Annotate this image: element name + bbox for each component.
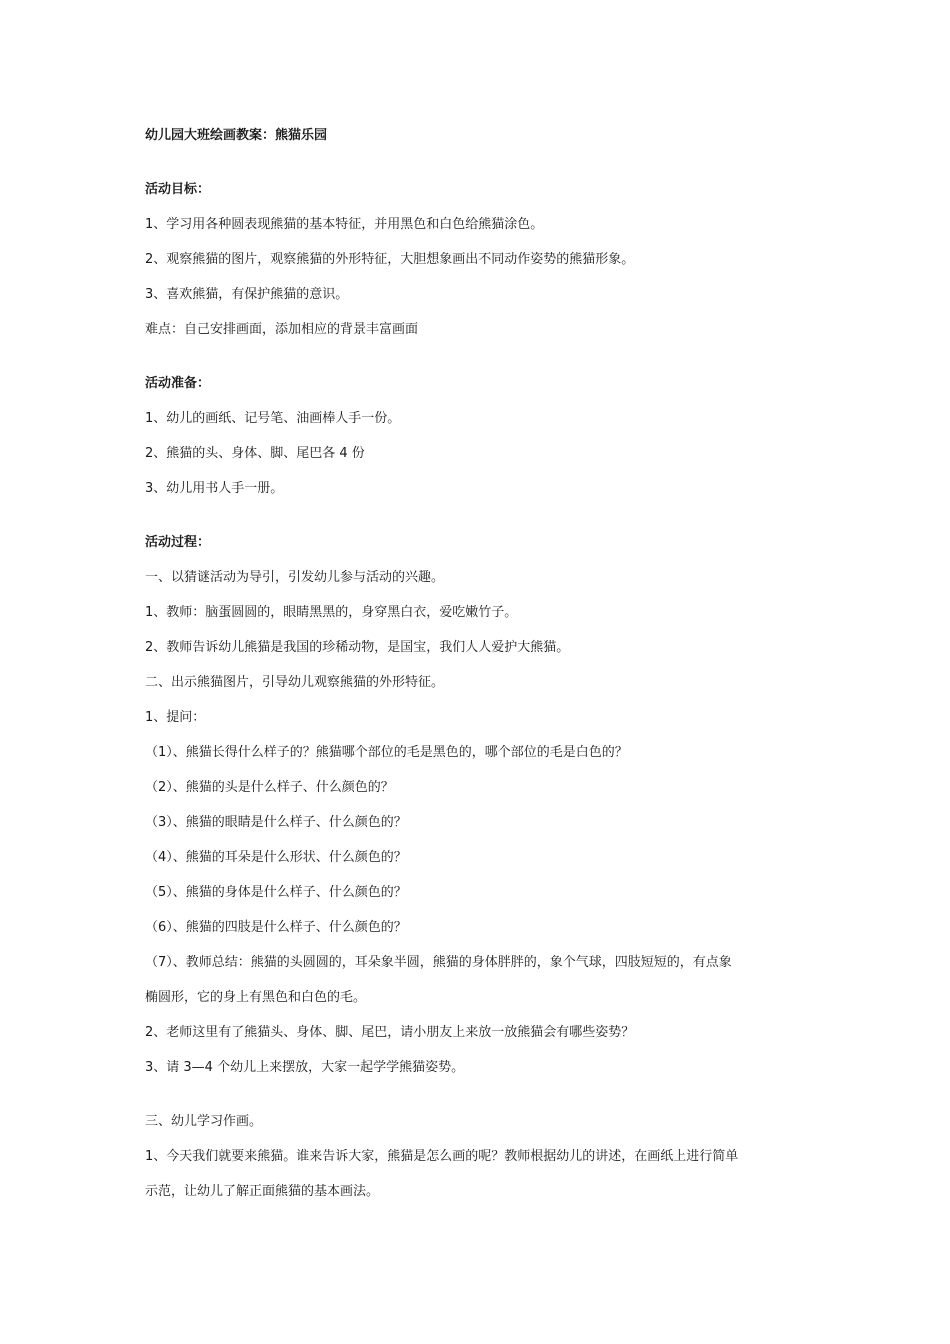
- question-5: （5）、熊猫的身体是什么样子、什么颜色的？: [145, 885, 407, 900]
- process-part2-question-label: 1、提问：: [145, 710, 206, 725]
- goal-item-1: 1、学习用各种圆表现熊猫的基本特征，并用黑色和白色给熊猫涂色。: [145, 217, 544, 232]
- process-part3-item-1-line-1: 1、今天我们就要来熊猫。谁来告诉大家，熊猫是怎么画的呢？教师根据幼儿的讲述，在画纸上进行简单: [145, 1149, 739, 1164]
- process-part1-item-2: 2、教师告诉幼儿熊猫是我国的珍稀动物，是国宝，我们人人爱护大熊猫。: [145, 640, 570, 655]
- process-part2-heading: 二、出示熊猫图片，引导幼儿观察熊猫的外形特征。: [145, 675, 445, 690]
- teacher-summary-line-2: 椭圆形，它的身上有黑色和白色的毛。: [145, 990, 367, 1005]
- process-heading: 活动过程：: [145, 535, 211, 550]
- process-part3-heading: 三、幼儿学习作画。: [145, 1114, 263, 1129]
- preparation-heading: 活动准备：: [145, 376, 211, 391]
- goal-item-2: 2、观察熊猫的图片，观察熊猫的外形特征，大胆想象画出不同动作姿势的熊猫形象。: [145, 252, 635, 267]
- question-4: （4）、熊猫的耳朵是什么形状、什么颜色的？: [145, 850, 407, 865]
- process-part1-item-1: 1、教师：脑蛋圆圆的，眼睛黑黑的，身穿黑白衣，爱吃嫩竹子。: [145, 605, 518, 620]
- document-title: 幼儿园大班绘画教案：熊猫乐园: [145, 128, 328, 143]
- preparation-item-3: 3、幼儿用书人手一册。: [145, 481, 284, 496]
- goals-heading: 活动目标：: [145, 182, 211, 197]
- process-part2-item-3: 3、请 3—4 个幼儿上来摆放，大家一起学学熊猫姿势。: [145, 1060, 465, 1075]
- question-1: （1）、熊猫长得什么样子的？熊猫哪个部位的毛是黑色的，哪个部位的毛是白色的？: [145, 745, 628, 760]
- preparation-item-2: 2、熊猫的头、身体、脚、尾巴各 4 份: [145, 446, 365, 461]
- teacher-summary-line-1: （7）、教师总结：熊猫的头圆圆的，耳朵象半圆，熊猫的身体胖胖的，象个气球，四肢短短的，有点象: [145, 955, 732, 970]
- goal-item-3: 3、喜欢熊猫，有保护熊猫的意识。: [145, 287, 349, 302]
- question-2: （2）、熊猫的头是什么样子、什么颜色的？: [145, 780, 394, 795]
- preparation-item-1: 1、幼儿的画纸、记号笔、油画棒人手一份。: [145, 411, 401, 426]
- difficulty-note: 难点：自己安排画面，添加相应的背景丰富画面: [145, 322, 419, 337]
- process-part2-item-2: 2、老师这里有了熊猫头、身体、脚、尾巴，请小朋友上来放一放熊猫会有哪些姿势？: [145, 1025, 635, 1040]
- process-part3-item-1-line-2: 示范，让幼儿了解正面熊猫的基本画法。: [145, 1184, 380, 1199]
- process-part1-heading: 一、以猜谜活动为导引，引发幼儿参与活动的兴趣。: [145, 570, 445, 585]
- document-page: [145, 118, 815, 1209]
- question-3: （3）、熊猫的眼睛是什么样子、什么颜色的？: [145, 815, 407, 830]
- question-6: （6）、熊猫的四肢是什么样子、什么颜色的？: [145, 920, 407, 935]
